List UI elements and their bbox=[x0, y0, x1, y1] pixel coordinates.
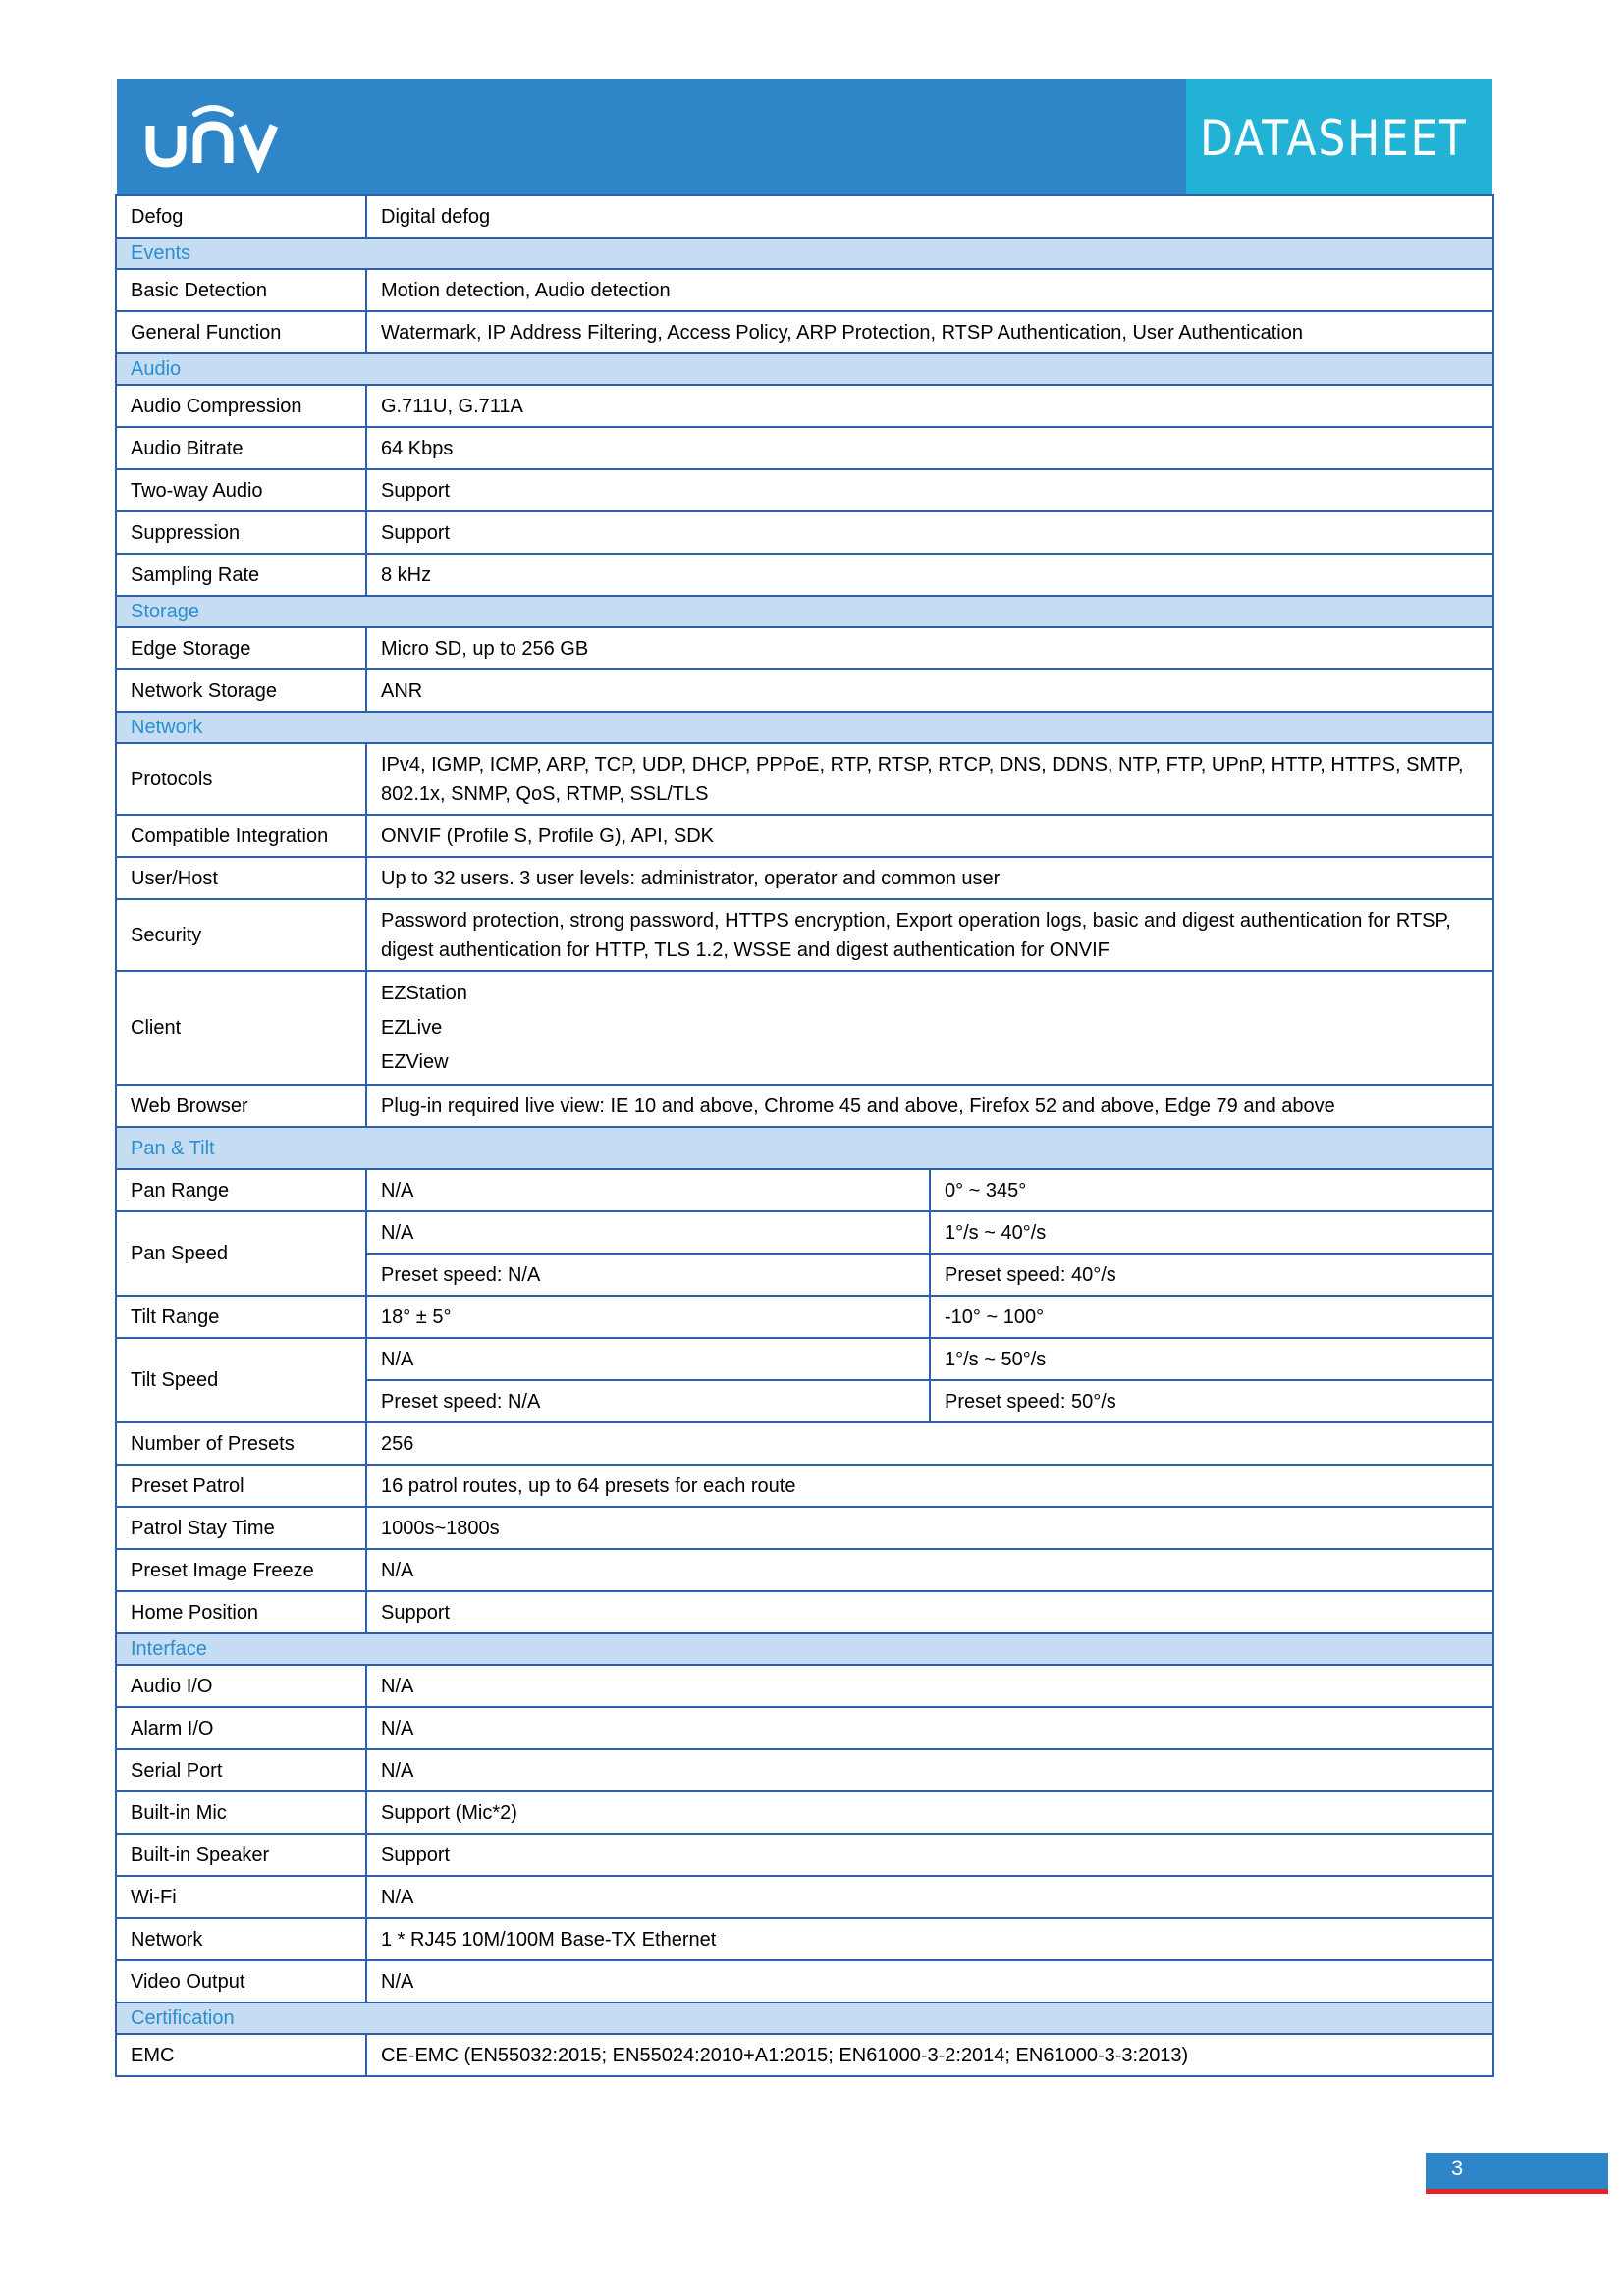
row-label: Protocols bbox=[116, 743, 366, 815]
table-row bbox=[116, 1791, 1493, 1834]
row-value: 1 * RJ45 10M/100M Base-TX Ethernet bbox=[366, 1918, 1493, 1960]
table-row bbox=[116, 1749, 1493, 1791]
row-label: Client bbox=[116, 971, 366, 1085]
row-label: Basic Detection bbox=[116, 269, 366, 311]
row-value: N/A bbox=[366, 1707, 1493, 1749]
row-value: N/A bbox=[366, 1960, 1493, 2002]
table-row bbox=[116, 195, 1493, 238]
row-value: Support (Mic*2) bbox=[366, 1791, 1493, 1834]
row-value-a: 18° ± 5° bbox=[366, 1296, 930, 1338]
row-label: EMC bbox=[116, 2034, 366, 2076]
row-label: Audio Compression bbox=[116, 385, 366, 427]
row-label: Web Browser bbox=[116, 1085, 366, 1127]
row-value: Micro SD, up to 256 GB bbox=[366, 627, 1493, 669]
section-title: Interface bbox=[116, 1633, 1493, 1665]
table-row bbox=[116, 669, 1493, 712]
table-row bbox=[116, 2034, 1493, 2076]
section-title: Events bbox=[116, 238, 1493, 269]
section-header bbox=[116, 596, 1493, 627]
row-label: Wi-Fi bbox=[116, 1876, 366, 1918]
row-value bbox=[366, 971, 1493, 1085]
table-row bbox=[116, 1085, 1493, 1127]
table-row bbox=[116, 1211, 1493, 1254]
table-row bbox=[116, 1707, 1493, 1749]
row-value-a: Preset speed: N/A bbox=[366, 1380, 930, 1422]
section-header bbox=[116, 353, 1493, 385]
row-value: 16 patrol routes, up to 64 presets for each route bbox=[366, 1465, 1493, 1507]
row-label: Edge Storage bbox=[116, 627, 366, 669]
row-label: Alarm I/O bbox=[116, 1707, 366, 1749]
table-row bbox=[116, 385, 1493, 427]
section-title: Network bbox=[116, 712, 1493, 743]
table-row bbox=[116, 269, 1493, 311]
table-row bbox=[116, 1665, 1493, 1707]
row-label: Preset Image Freeze bbox=[116, 1549, 366, 1591]
row-value: N/A bbox=[366, 1749, 1493, 1791]
section-header bbox=[116, 238, 1493, 269]
row-label: Defog bbox=[116, 195, 366, 238]
table-row bbox=[116, 511, 1493, 554]
section-title: Certification bbox=[116, 2002, 1493, 2034]
row-value: Support bbox=[366, 1834, 1493, 1876]
row-label: Video Output bbox=[116, 1960, 366, 2002]
row-value: Motion detection, Audio detection bbox=[366, 269, 1493, 311]
spec-table bbox=[115, 194, 1494, 2077]
row-value: N/A bbox=[366, 1876, 1493, 1918]
row-value: Plug-in required live view: IE 10 and above, Chrome 45 and above, Firefox 52 and above, Edge 79 and above bbox=[366, 1085, 1493, 1127]
section-header bbox=[116, 2002, 1493, 2034]
row-value-b: 1°/s ~ 50°/s bbox=[930, 1338, 1493, 1380]
table-row bbox=[116, 311, 1493, 353]
row-value-b: Preset speed: 50°/s bbox=[930, 1380, 1493, 1422]
section-title: Storage bbox=[116, 596, 1493, 627]
row-label: Serial Port bbox=[116, 1749, 366, 1791]
table-row bbox=[116, 857, 1493, 899]
row-label: Patrol Stay Time bbox=[116, 1507, 366, 1549]
section-title: Pan & Tilt bbox=[116, 1127, 1493, 1169]
unv-logo bbox=[142, 94, 290, 173]
row-value-b: Preset speed: 40°/s bbox=[930, 1254, 1493, 1296]
row-value: 1000s~1800s bbox=[366, 1507, 1493, 1549]
row-value: N/A bbox=[366, 1665, 1493, 1707]
table-row bbox=[116, 899, 1493, 971]
table-row bbox=[116, 1507, 1493, 1549]
row-label: Tilt Range bbox=[116, 1296, 366, 1338]
client-item: EZView bbox=[381, 1050, 449, 1073]
table-row bbox=[116, 971, 1493, 1085]
row-value: Digital defog bbox=[366, 195, 1493, 238]
row-value-a: N/A bbox=[366, 1338, 930, 1380]
row-label: Two-way Audio bbox=[116, 469, 366, 511]
table-row bbox=[116, 743, 1493, 815]
table-row bbox=[116, 1960, 1493, 2002]
row-label: Pan Range bbox=[116, 1169, 366, 1211]
row-label: Preset Patrol bbox=[116, 1465, 366, 1507]
row-value: 64 Kbps bbox=[366, 427, 1493, 469]
section-header bbox=[116, 712, 1493, 743]
row-label: Sampling Rate bbox=[116, 554, 366, 596]
row-value-a: Preset speed: N/A bbox=[366, 1254, 930, 1296]
row-label: Audio I/O bbox=[116, 1665, 366, 1707]
row-value: Support bbox=[366, 1591, 1493, 1633]
row-value: Up to 32 users. 3 user levels: administrator, operator and common user bbox=[366, 857, 1493, 899]
row-value: 256 bbox=[366, 1422, 1493, 1465]
row-label: User/Host bbox=[116, 857, 366, 899]
row-value-b: -10° ~ 100° bbox=[930, 1296, 1493, 1338]
table-row bbox=[116, 427, 1493, 469]
table-row bbox=[116, 1465, 1493, 1507]
section-header bbox=[116, 1633, 1493, 1665]
row-label: Pan Speed bbox=[116, 1211, 366, 1296]
row-value: CE-EMC (EN55032:2015; EN55024:2010+A1:2015; EN61000-3-2:2014; EN61000-3-3:2013) bbox=[366, 2034, 1493, 2076]
client-item: EZLive bbox=[381, 1016, 443, 1039]
table-row bbox=[116, 1169, 1493, 1211]
row-value-a: N/A bbox=[366, 1169, 930, 1211]
footer-red-line bbox=[1426, 2189, 1608, 2194]
row-value: G.711U, G.711A bbox=[366, 385, 1493, 427]
table-row bbox=[116, 1591, 1493, 1633]
table-row bbox=[116, 1422, 1493, 1465]
row-value: Watermark, IP Address Filtering, Access Policy, ARP Protection, RTSP Authentication, User Authentication bbox=[366, 311, 1493, 353]
row-label: Tilt Speed bbox=[116, 1338, 366, 1422]
row-value: ANR bbox=[366, 669, 1493, 712]
row-label: Compatible Integration bbox=[116, 815, 366, 857]
row-label: Home Position bbox=[116, 1591, 366, 1633]
table-row bbox=[116, 627, 1493, 669]
row-value: Password protection, strong password, HTTPS encryption, Export operation logs, basic and digest authentication for RTSP, digest authentication for HTTP, TLS 1.2, WSSE and digest authentication for ONVIF bbox=[366, 899, 1493, 971]
row-value-a: N/A bbox=[366, 1211, 930, 1254]
client-item: EZStation bbox=[381, 982, 467, 1004]
table-row bbox=[116, 1876, 1493, 1918]
row-label: General Function bbox=[116, 311, 366, 353]
section-header bbox=[116, 1127, 1493, 1169]
row-label: Built-in Speaker bbox=[116, 1834, 366, 1876]
row-label: Audio Bitrate bbox=[116, 427, 366, 469]
section-title: Audio bbox=[116, 353, 1493, 385]
row-label: Security bbox=[116, 899, 366, 971]
row-label: Suppression bbox=[116, 511, 366, 554]
table-row bbox=[116, 1338, 1493, 1380]
row-value-b: 0° ~ 345° bbox=[930, 1169, 1493, 1211]
datasheet-title: DATASHEET bbox=[1200, 110, 1468, 167]
row-value: IPv4, IGMP, ICMP, ARP, TCP, UDP, DHCP, PPPoE, RTP, RTSP, RTCP, DNS, DDNS, NTP, FTP, UPnP, HTTP, HTTPS, SMTP, 802.1x, SNMP, QoS, RTMP, SSL/TLS bbox=[366, 743, 1493, 815]
row-value: ONVIF (Profile S, Profile G), API, SDK bbox=[366, 815, 1493, 857]
table-row bbox=[116, 1296, 1493, 1338]
table-row bbox=[116, 815, 1493, 857]
row-value: 8 kHz bbox=[366, 554, 1493, 596]
page-number: 3 bbox=[1451, 2156, 1464, 2180]
row-label: Network bbox=[116, 1918, 366, 1960]
table-row bbox=[116, 554, 1493, 596]
table-row bbox=[116, 469, 1493, 511]
row-value: Support bbox=[366, 469, 1493, 511]
row-value: Support bbox=[366, 511, 1493, 554]
row-label: Number of Presets bbox=[116, 1422, 366, 1465]
table-row bbox=[116, 1834, 1493, 1876]
row-value-b: 1°/s ~ 40°/s bbox=[930, 1211, 1493, 1254]
row-label: Network Storage bbox=[116, 669, 366, 712]
row-value: N/A bbox=[366, 1549, 1493, 1591]
table-row bbox=[116, 1918, 1493, 1960]
table-row bbox=[116, 1549, 1493, 1591]
row-label: Built-in Mic bbox=[116, 1791, 366, 1834]
